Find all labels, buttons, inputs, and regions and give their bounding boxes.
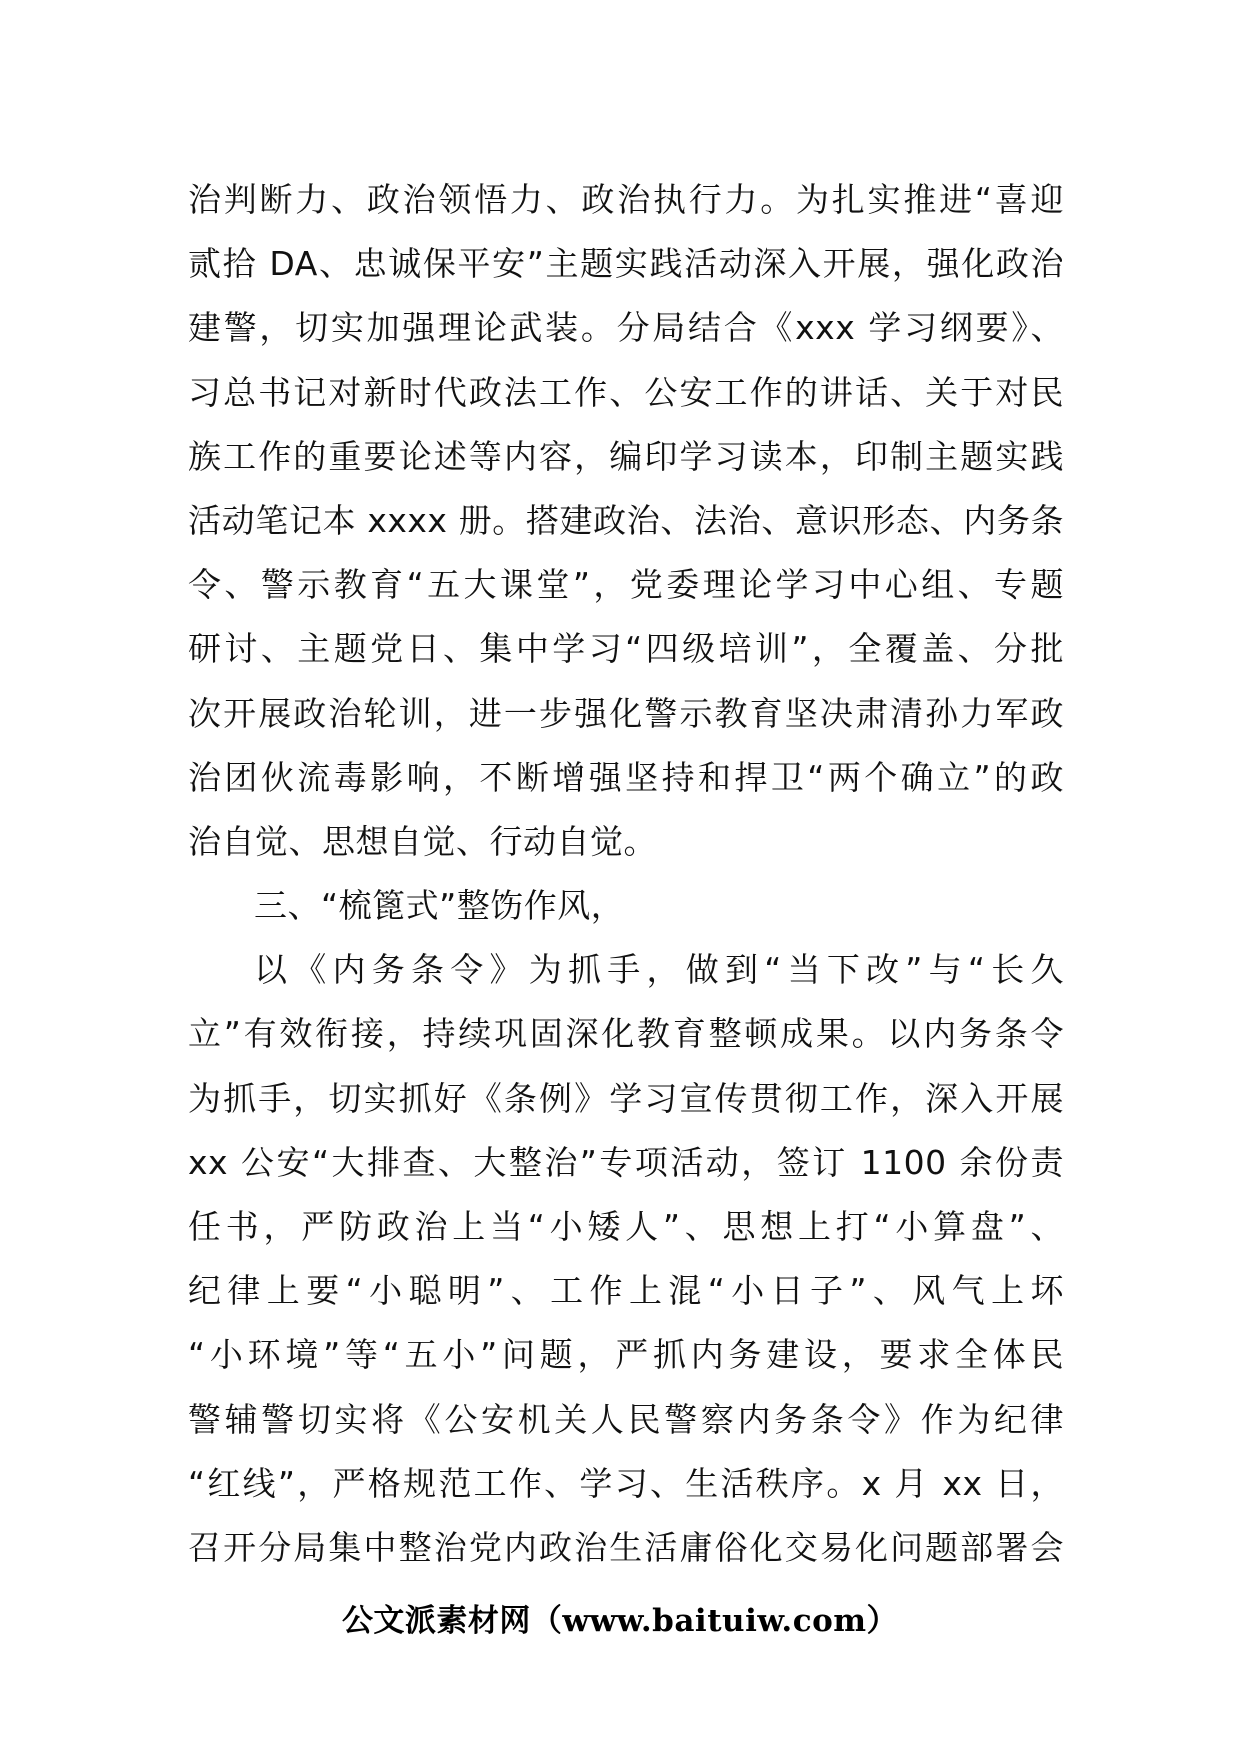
text-line: 以《内务条令》为抓手，做到“当下改”与“长久 [254, 950, 1064, 990]
section-heading: 三、“梳篦式”整饬作风， [254, 886, 625, 926]
text-line: 警辅警切实将《公安机关人民警察内务条令》作为纪律 [188, 1399, 1064, 1439]
text-line: “红线”，严格规范工作、学习、生活秩序。x 月 xx 日， [188, 1463, 1064, 1503]
text-line: 贰拾 DA、忠诚保平安”主题实践活动深入开展，强化政治 [188, 244, 1064, 284]
text-line: 召开分局集中整治党内政治生活庸俗化交易化问题部署会 [188, 1527, 1064, 1567]
text-line: 为抓手，切实抓好《条例》学习宣传贯彻工作，深入开展 [188, 1078, 1064, 1118]
text-line: 族工作的重要论述等内容，编印学习读本，印制主题实践 [188, 436, 1064, 476]
text-line: 立”有效衔接，持续巩固深化教育整顿成果。以内务条令 [188, 1014, 1064, 1054]
text-line: 活动笔记本 xxxx 册。搭建政治、法治、意识形态、内务条 [188, 500, 1064, 540]
text-line: 令、警示教育“五大课堂”，党委理论学习中心组、专题 [188, 565, 1064, 605]
text-line: 纪律上要“小聪明”、工作上混“小日子”、风气上坏 [188, 1271, 1064, 1311]
text-line: 建警，切实加强理论武装。分局结合《xxx 学习纲要》、 [188, 308, 1064, 348]
text-line: 习总书记对新时代政法工作、公安工作的讲话、关于对民 [188, 372, 1064, 412]
text-line: xx 公安“大排查、大整治”专项活动，签订 1100 余份责 [188, 1142, 1064, 1182]
text-line: 治自觉、思想自觉、行动自觉。 [188, 821, 657, 861]
text-line: 治团伙流毒影响，不断增强坚持和捍卫“两个确立”的政 [188, 757, 1064, 797]
text-line: “小环境”等“五小”问题，严抓内务建设，要求全体民 [188, 1335, 1064, 1375]
text-line: 任书，严防政治上当“小矮人”、思想上打“小算盘”、 [188, 1207, 1064, 1246]
text-line: 治判断力、政治领悟力、政治执行力。为扎实推进“喜迎 [188, 180, 1064, 219]
document-body [188, 168, 1064, 1580]
footer-watermark: 公文派素材网（www.baituiw.com） [341, 1603, 899, 1639]
text-line: 研讨、主题党日、集中学习“四级培训”，全覆盖、分批 [188, 629, 1064, 669]
text-line: 次开展政治轮训，进一步强化警示教育坚决肃清孙力军政 [188, 693, 1064, 733]
